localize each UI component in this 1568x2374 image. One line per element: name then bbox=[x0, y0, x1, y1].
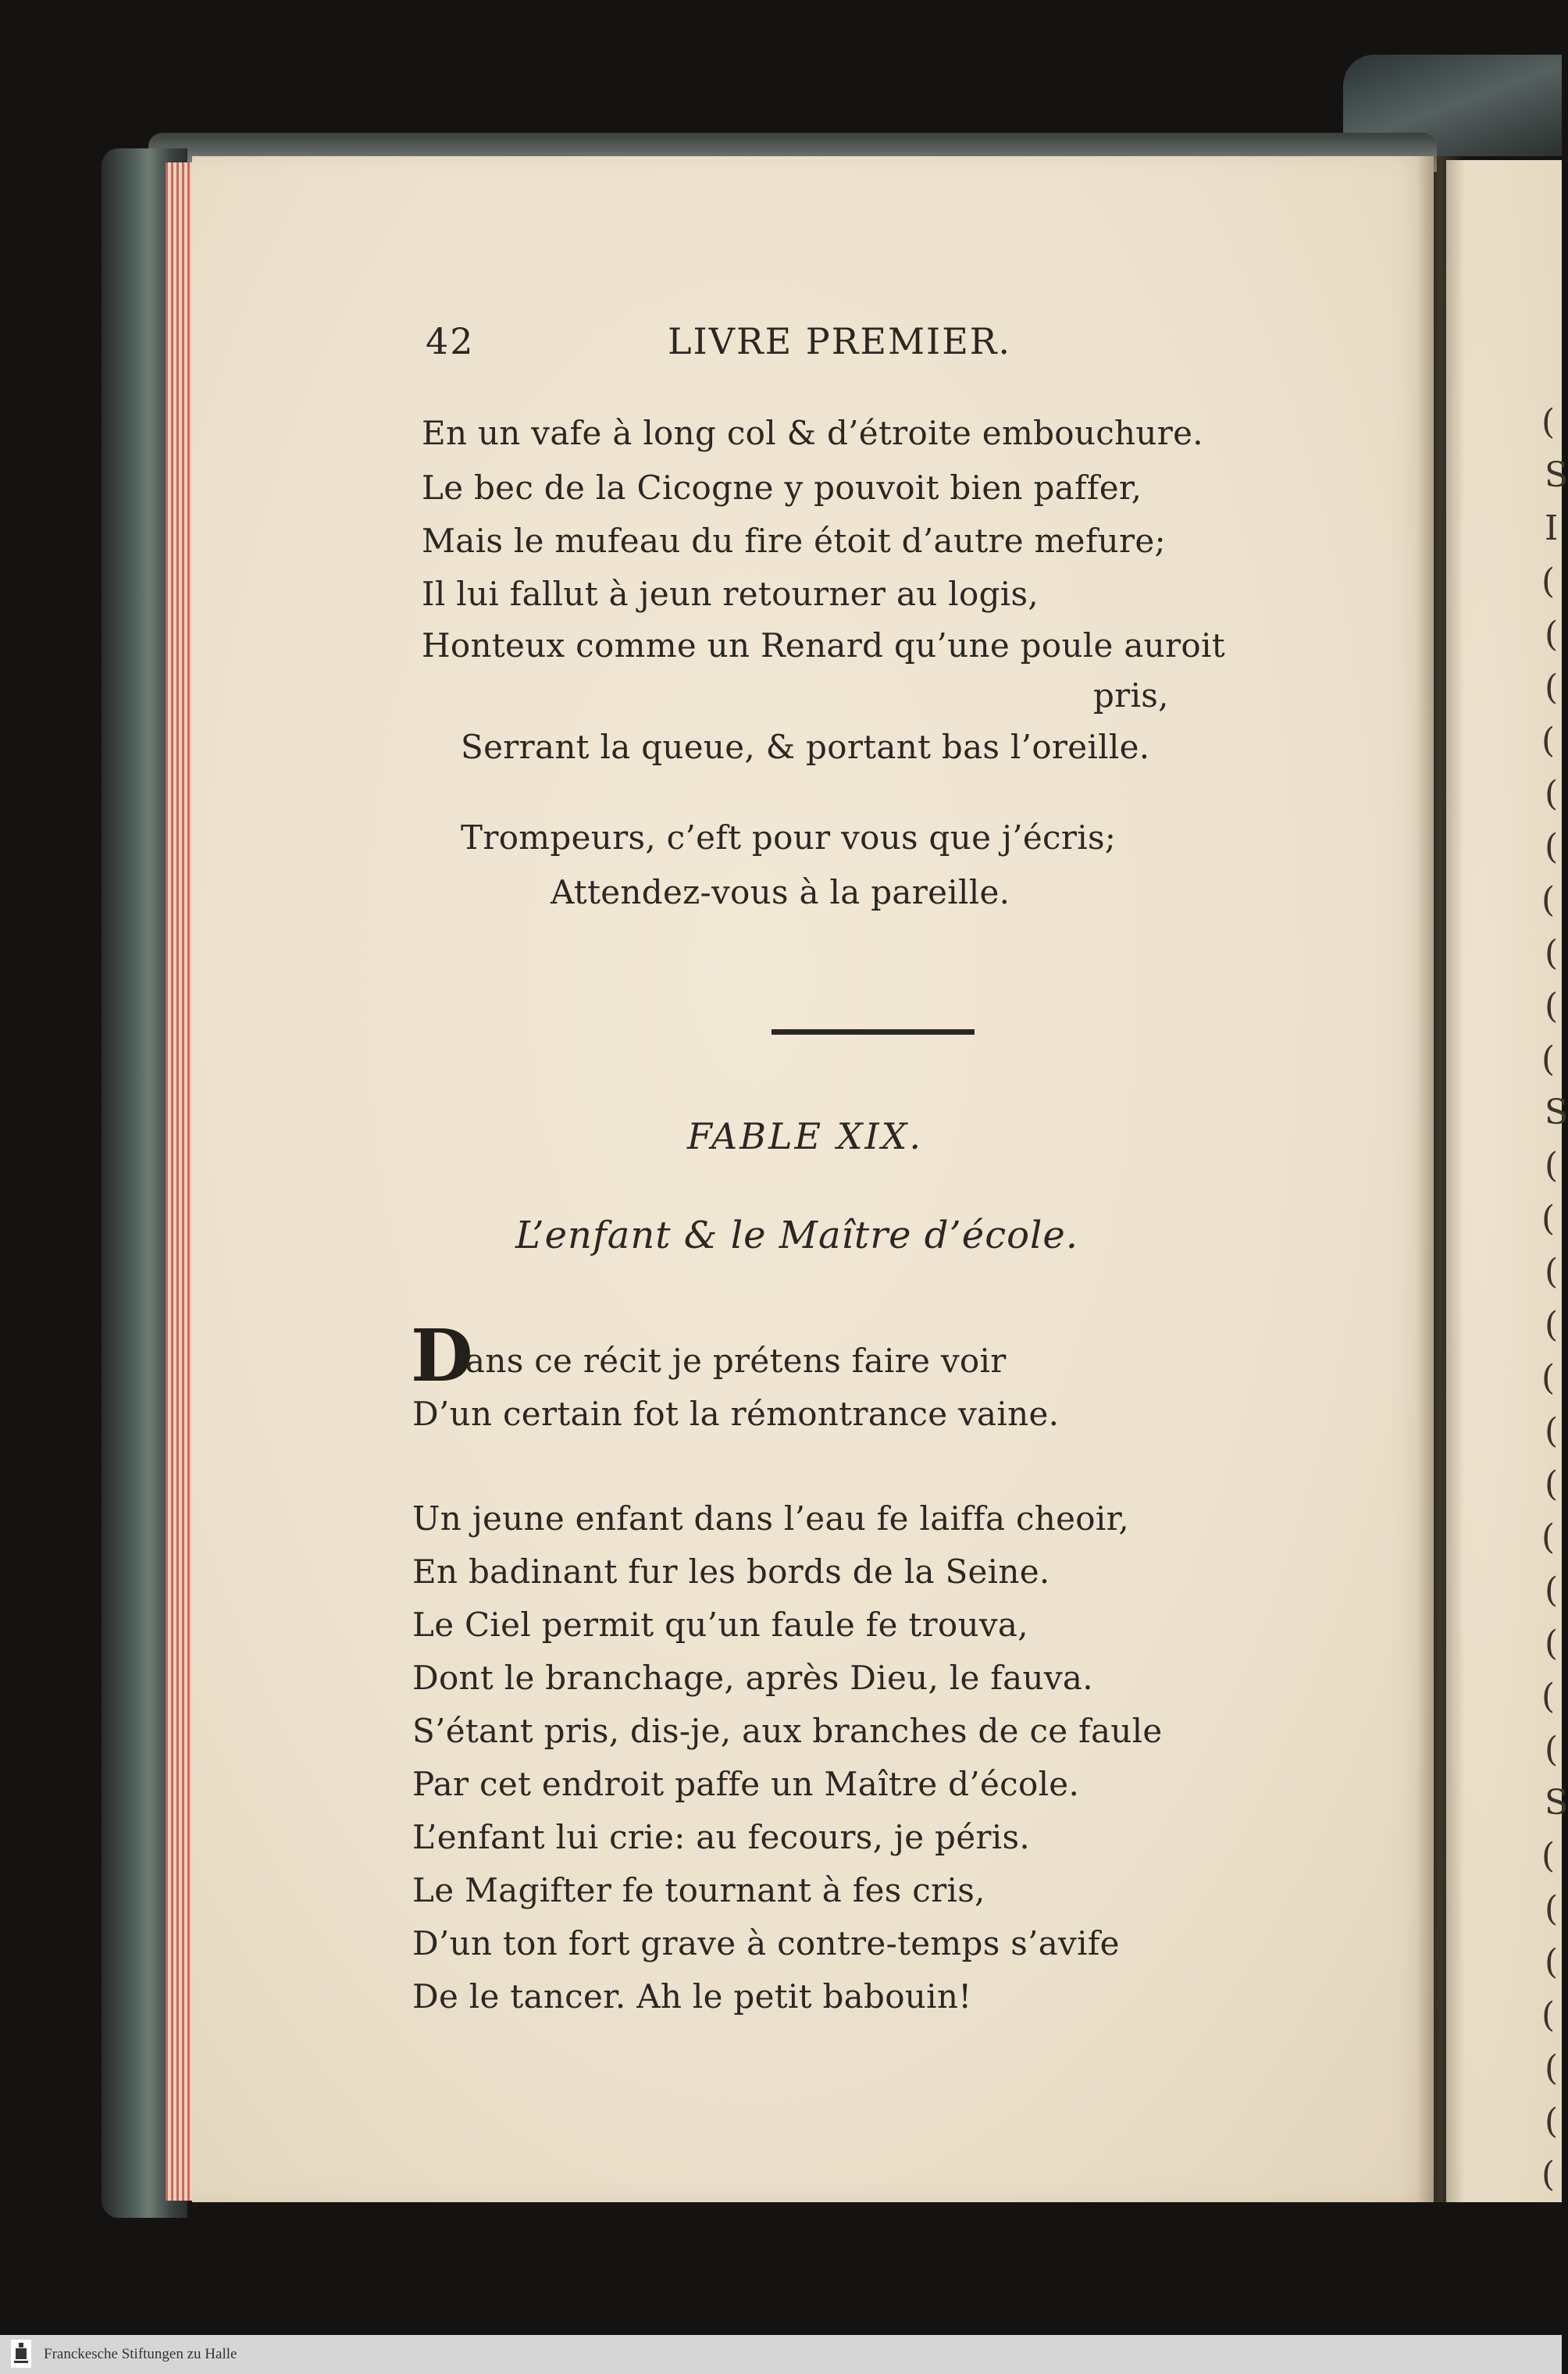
facing-page-edge-glyph: ( bbox=[1545, 986, 1559, 1026]
footer-bar bbox=[0, 2335, 1562, 2374]
facing-page-edge-glyph: ( bbox=[1545, 1889, 1559, 1929]
facing-page-edge-glyph: ( bbox=[1541, 1358, 1556, 1398]
verse-line: ans ce récit je prétens faire voir bbox=[465, 1342, 1007, 1380]
facing-page-edge-glyph: ( bbox=[1541, 1039, 1556, 1079]
verse-line: S’étant pris, dis-je, aux branches de ce faule bbox=[412, 1712, 1163, 1750]
verse-line: Honteux comme un Renard qu’une poule auroit bbox=[422, 626, 1225, 665]
section-divider bbox=[772, 1029, 975, 1035]
facing-page-edge-glyph: ( bbox=[1541, 1517, 1556, 1557]
verse-line: Le Magifter fe tournant à fes cris, bbox=[412, 1871, 985, 1909]
facing-page-edge-glyph: ( bbox=[1541, 561, 1556, 601]
facing-page-edge-glyph: ( bbox=[1545, 827, 1559, 867]
verse-line: Le Ciel permit qu’un faule fe trouva, bbox=[412, 1606, 1028, 1644]
facing-page-edge-glyph: ( bbox=[1545, 774, 1559, 814]
facing-page-edge-glyph: S bbox=[1545, 1093, 1568, 1132]
facing-page-edge-glyph: ( bbox=[1545, 1305, 1559, 1345]
verse-line: En badinant fur les bords de la Seine. bbox=[412, 1552, 1050, 1591]
verse-line: Il lui fallut à jeun retourner au logis, bbox=[422, 575, 1039, 613]
institution-logo-icon bbox=[11, 2340, 31, 2368]
facing-page-edge-glyph: ( bbox=[1545, 1464, 1559, 1504]
facing-page-edge-glyph: ( bbox=[1541, 1677, 1556, 1716]
page-gutter bbox=[1417, 156, 1464, 2202]
facing-page-edge-glyph: ( bbox=[1541, 721, 1556, 761]
facing-page-edge-glyph: ( bbox=[1545, 1411, 1559, 1451]
verse-line: D’un certain fot la rémontrance vaine. bbox=[412, 1395, 1060, 1433]
facing-page-edge-glyph: ( bbox=[1541, 402, 1556, 442]
verse-line: Le bec de la Cicogne y pouvoit bien paffer, bbox=[422, 469, 1142, 507]
facing-page-edge-glyph: ( bbox=[1545, 1146, 1559, 1185]
fable-subtitle: L’enfant & le Maître d’école. bbox=[515, 1214, 1078, 1257]
facing-page-edge-glyph: ( bbox=[1545, 1942, 1559, 1982]
facing-page-edge-glyph: ( bbox=[1545, 1570, 1559, 1610]
facing-page-edge-glyph: ( bbox=[1541, 2155, 1556, 2194]
verse-line: Dont le branchage, après Dieu, le fauva. bbox=[412, 1659, 1093, 1697]
moral-line: Trompeurs, c’eft pour vous que j’écris; bbox=[461, 818, 1117, 857]
facing-page-edge-glyph: ( bbox=[1545, 615, 1559, 654]
facing-page-edge-glyph: S bbox=[1545, 455, 1568, 495]
fable-title: FABLE XIX. bbox=[687, 1115, 923, 1157]
facing-page-edge-glyph: S bbox=[1545, 1783, 1568, 1823]
drop-cap: D bbox=[411, 1314, 473, 1398]
verse-line: Serrant la queue, & portant bas l’oreille. bbox=[461, 728, 1150, 766]
institution-name: Franckesche Stiftungen zu Halle bbox=[44, 2346, 237, 2362]
verse-line: Par cet endroit paffe un Maître d’école. bbox=[412, 1765, 1080, 1803]
facing-page-edge-glyph: ( bbox=[1545, 933, 1559, 973]
page-number: 42 bbox=[426, 320, 475, 362]
verse-line: L’enfant lui crie: au fecours, je péris. bbox=[412, 1818, 1031, 1856]
facing-page-edge-glyph: ( bbox=[1545, 2048, 1559, 2088]
verse-line: Un jeune enfant dans l’eau fe laiffa cheoir, bbox=[412, 1499, 1130, 1538]
facing-page-edge-glyph: ( bbox=[1545, 1624, 1559, 1663]
verse-line: De le tancer. Ah le petit babouin! bbox=[412, 1977, 972, 2016]
facing-page-edge-glyph: ( bbox=[1541, 1995, 1556, 2035]
facing-page-edge-glyph: ( bbox=[1545, 1730, 1559, 1770]
facing-page-edge-glyph: ( bbox=[1545, 668, 1559, 708]
running-head: LIVRE PREMIER. bbox=[668, 320, 1012, 362]
facing-page-edge-glyph: ( bbox=[1541, 1836, 1556, 1876]
facing-page-edge-glyph: ( bbox=[1545, 2101, 1559, 2141]
verse-line: Mais le mufeau du fire étoit d’autre mefure; bbox=[422, 522, 1167, 560]
facing-page-edge-glyph: ( bbox=[1541, 1199, 1556, 1239]
facing-page-edge-glyph: I bbox=[1545, 508, 1559, 548]
verse-line-continuation: pris, bbox=[1093, 676, 1169, 715]
facing-page-edge-glyph: ( bbox=[1545, 1252, 1559, 1292]
facing-page-edge-glyph: ( bbox=[1541, 880, 1556, 920]
verse-line: En un vafe à long col & d’étroite embouchure. bbox=[422, 414, 1203, 452]
verse-line: D’un ton fort grave à contre-temps s’avife bbox=[412, 1924, 1120, 1962]
moral-line: Attendez-vous à la pareille. bbox=[551, 873, 1010, 911]
